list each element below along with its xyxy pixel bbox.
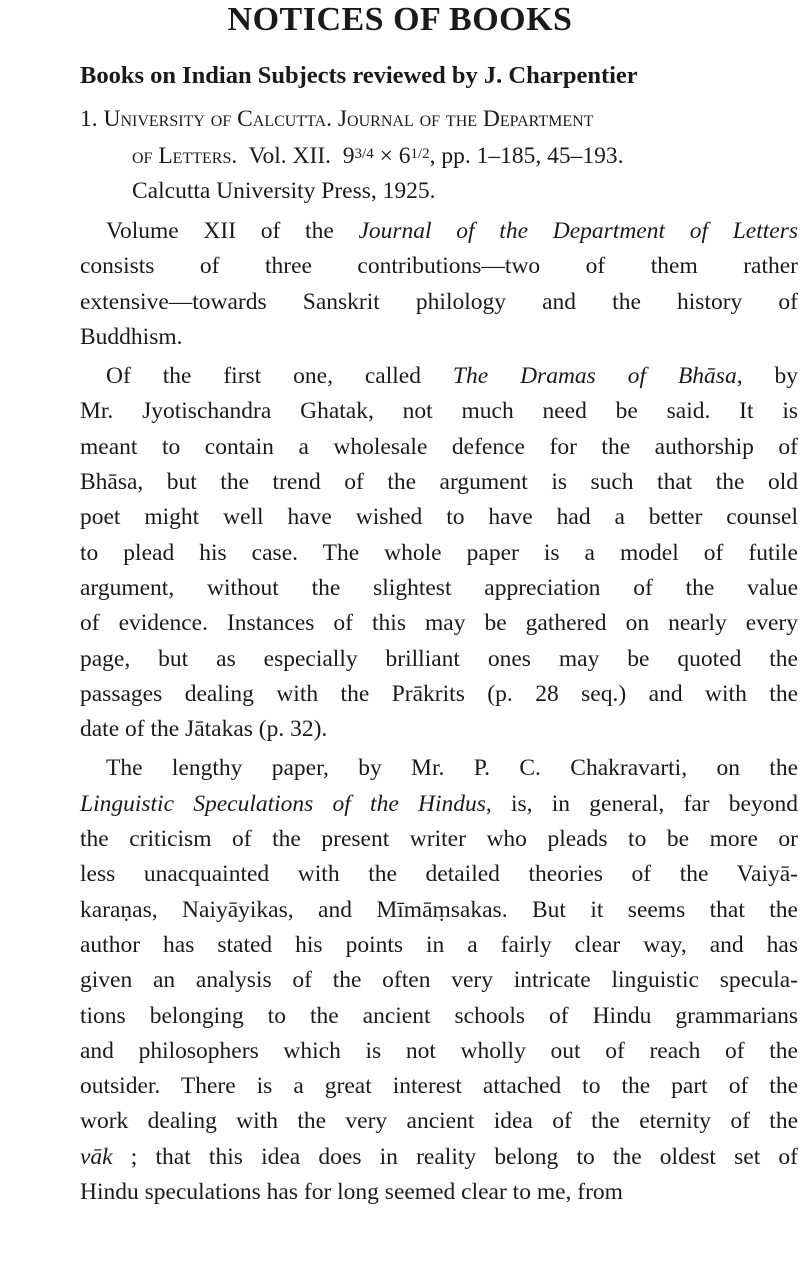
text-run: Buddhism. — [80, 323, 183, 350]
text-run: author has stated his points in a fairly clear way, and has — [80, 931, 798, 958]
text-line — [80, 320, 798, 355]
text-run: , by — [736, 363, 799, 390]
text-line — [80, 1140, 798, 1175]
entry-number: 1. — [80, 106, 98, 132]
text-line — [80, 430, 798, 465]
text-run: Hindu speculations has for long seemed clear to me, from — [80, 1179, 623, 1206]
text-run: Of the first one, called — [106, 363, 453, 390]
text-line — [80, 1175, 798, 1210]
entry-volume: Vol. XII. — [248, 143, 332, 169]
bibliographic-entry — [80, 102, 800, 209]
text-line — [80, 606, 798, 641]
text-line — [80, 751, 798, 786]
text-line — [80, 1104, 798, 1139]
text-line — [80, 214, 798, 249]
paragraph — [80, 359, 798, 747]
italic-title: vāk — [80, 1143, 113, 1170]
text-run: page, but as especially brilliant ones may be quoted the — [80, 645, 798, 672]
text-line — [80, 893, 798, 928]
entry-size-b-frac: 1/2 — [410, 146, 430, 162]
entry-line-3: Calcutta University Press, 1925. — [132, 178, 436, 204]
text-run: less unacquainted with the detailed theories of the Vaiyā- — [80, 861, 798, 888]
text-run: argument, without the slightest appreciation of the value — [80, 574, 798, 601]
text-run: Bhāsa, but the trend of the argument is such that the old — [80, 469, 798, 496]
text-line — [80, 1069, 798, 1104]
text-run: given an analysis of the often very intricate linguistic specula- — [80, 967, 798, 994]
text-run: The lengthy paper, by Mr. P. C. Chakravarti, on the — [106, 755, 798, 782]
text-line — [80, 359, 798, 394]
text-line — [80, 963, 798, 998]
text-line — [80, 249, 798, 284]
text-line — [80, 857, 798, 892]
entry-size-a: 9 — [342, 143, 355, 169]
text-run: tions belonging to the ancient schools of Hindu grammarians — [80, 1002, 798, 1029]
entry-size-a-frac: 3/4 — [354, 146, 374, 162]
text-run: and philosophers which is not wholly out of reach of the — [80, 1037, 798, 1064]
italic-title: The Dramas of Bhāsa — [452, 363, 737, 390]
italic-title: Journal of the Department of Letters — [358, 218, 798, 244]
text-run: extensive—towards Sanskrit philology and the history of — [80, 288, 798, 315]
entry-line-2 — [80, 137, 800, 174]
page-title: NOTICES OF BOOKS — [227, 1, 573, 38]
paragraph — [80, 214, 798, 355]
text-run: to plead his case. The whole paper is a model of futile — [80, 539, 798, 566]
text-line — [80, 500, 798, 535]
text-line — [80, 285, 798, 320]
paragraph — [80, 751, 798, 1210]
text-run: Volume XII of the — [106, 218, 359, 244]
text-line — [80, 787, 798, 822]
text-line — [80, 999, 798, 1034]
review-body — [80, 214, 798, 1214]
entry-size-b: 6 — [398, 143, 411, 169]
text-run: karaṇas, Naiyāyikas, and Mīmāṃsakas. But it seems that the — [80, 896, 798, 923]
italic-title: Linguistic Speculations of the Hindus — [80, 790, 486, 817]
text-line — [80, 571, 798, 606]
entry-times: × — [379, 143, 393, 169]
text-line — [80, 677, 798, 712]
text-run: passages dealing with the Prākrits (p. 28 seq.) and with the — [80, 680, 798, 707]
text-run: work dealing with the very ancient idea of the eternity of the — [80, 1108, 798, 1135]
entry-series: of Letters. — [132, 143, 238, 169]
text-line — [80, 536, 798, 571]
section-subtitle: Books on Indian Subjects reviewed by J. Charpentier — [80, 62, 638, 89]
text-line — [80, 394, 798, 429]
text-run: meant to contain a wholesale defence for the authorship of — [80, 433, 798, 460]
text-run: the criticism of the present writer who pleads to be more or — [80, 826, 798, 853]
text-line — [80, 928, 798, 963]
text-line — [80, 822, 798, 857]
text-run: of evidence. Instances of this may be gathered on nearly every — [80, 610, 798, 637]
text-run: outsider. There is a great interest attached to the part of the — [80, 1073, 798, 1100]
text-line — [80, 712, 798, 747]
entry-line-1 — [80, 102, 800, 137]
text-run: poet might well have wished to have had a better counsel — [80, 504, 798, 531]
text-run: date of the Jātakas (p. 32). — [80, 716, 328, 743]
entry-publisher: University of Calcutta. Journal of the Department — [103, 106, 594, 132]
text-run: ; that this idea does in reality belong to the oldest set of — [112, 1143, 798, 1170]
text-run: consists of three contributions—two of them rather — [80, 253, 798, 280]
entry-pages: , pp. 1–185, 45–193. — [429, 143, 624, 169]
text-run: Mr. Jyotischandra Ghatak, not much need be said. It is — [80, 398, 798, 425]
text-line — [80, 465, 798, 500]
text-line — [80, 642, 798, 677]
text-run: , is, in general, far beyond — [485, 790, 798, 817]
text-line — [80, 1034, 798, 1069]
